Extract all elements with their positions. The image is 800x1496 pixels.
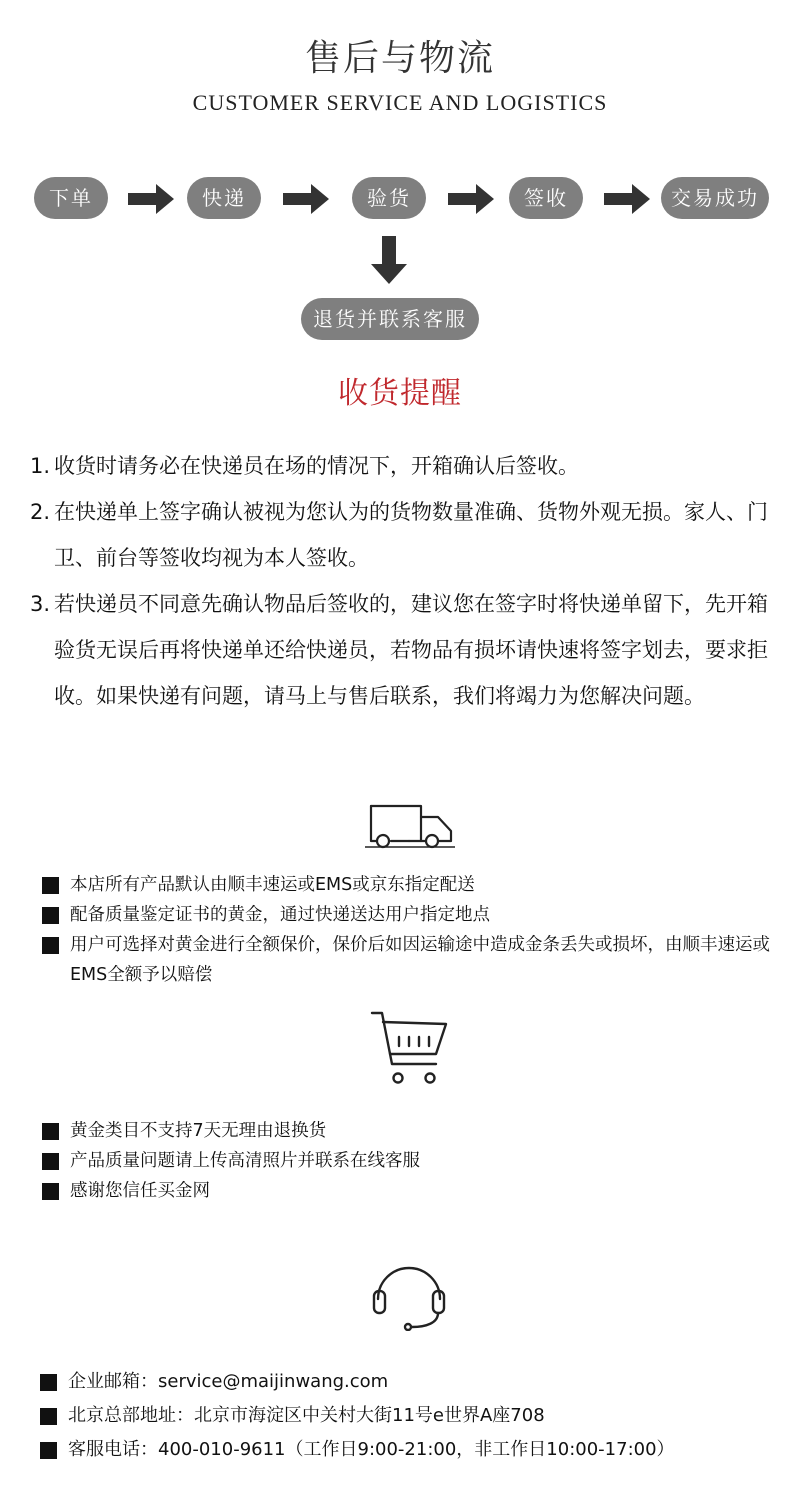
square-bullet-icon xyxy=(42,1153,59,1170)
list-item-text: 本店所有产品默认由顺丰速运或EMS或京东指定配送 xyxy=(70,875,475,895)
flow-step-success: 交易成功 xyxy=(661,177,769,219)
list-item xyxy=(40,1365,780,1399)
flow-step-inspect: 验货 xyxy=(352,177,426,219)
list-item xyxy=(40,1433,780,1467)
returns-list xyxy=(42,1116,772,1206)
page-subtitle: CUSTOMER SERVICE AND LOGISTICS xyxy=(192,90,608,115)
reminder-notes xyxy=(30,443,780,719)
square-bullet-icon xyxy=(42,1183,59,1200)
square-bullet-icon xyxy=(42,877,59,894)
note-text: 在快递单上签字确认被视为您认为的货物数量准确、货物外观无损。家人、门卫、前台等签收均视为本人签收。 xyxy=(54,500,768,570)
arrow-right-icon xyxy=(448,184,494,214)
flow-step-express: 快递 xyxy=(187,177,261,219)
note-number: 3. xyxy=(30,592,51,616)
truck-icon xyxy=(365,803,455,851)
note-text: 若快递员不同意先确认物品后签收的，建议您在签字时将快递单留下，先开箱验货无误后再将快递单还给快递员，若物品有损坏请快速将签字划去，要求拒收。如果快递有问题，请马上与售后联系，我们将竭力为您解决问题。 xyxy=(54,592,768,708)
list-item xyxy=(42,1176,772,1206)
list-item xyxy=(40,1399,780,1433)
note-text: 收货时请务必在快递员在场的情况下，开箱确认后签收。 xyxy=(54,454,579,478)
list-item xyxy=(42,900,772,930)
list-item-text: 配备质量鉴定证书的黄金，通过快递送达用户指定地点 xyxy=(70,905,490,925)
list-item-text: 感谢您信任买金网 xyxy=(70,1181,210,1201)
flow-step-order: 下单 xyxy=(34,177,108,219)
page-title: 售后与物流 xyxy=(304,38,495,79)
arrow-down-icon xyxy=(371,236,407,284)
contact-list xyxy=(40,1365,780,1467)
arrow-right-icon xyxy=(128,184,174,214)
note-number: 1. xyxy=(30,454,51,478)
contact-email: 企业邮箱：service@maijinwang.com xyxy=(68,1371,389,1392)
contact-address: 北京总部地址：北京市海淀区中关村大街11号e世界A座708 xyxy=(68,1405,545,1426)
arrow-right-icon xyxy=(283,184,329,214)
list-item-text: 黄金类目不支持7天无理由退换货 xyxy=(70,1121,327,1141)
square-bullet-icon xyxy=(42,907,59,924)
reminder-note xyxy=(30,443,780,489)
list-item xyxy=(42,930,772,990)
note-number: 2. xyxy=(30,500,51,524)
square-bullet-icon xyxy=(40,1374,57,1391)
square-bullet-icon xyxy=(40,1408,57,1425)
shopping-cart-icon xyxy=(368,1010,450,1088)
flow-step-return: 退货并联系客服 xyxy=(301,298,479,340)
list-item xyxy=(42,870,772,900)
list-item xyxy=(42,1146,772,1176)
reminder-note xyxy=(30,489,780,581)
square-bullet-icon xyxy=(42,1123,59,1140)
arrow-right-icon xyxy=(604,184,650,214)
list-item-text: 用户可选择对黄金进行全额保价，保价后如因运输途中造成金条丢失或损坏，由顺丰速运或EMS全额予以赔偿 xyxy=(70,935,770,985)
contact-phone: 客服电话：400-010-9611（工作日9:00-21:00，非工作日10:00-17:00） xyxy=(68,1439,675,1460)
flow-step-sign: 签收 xyxy=(509,177,583,219)
headset-icon xyxy=(368,1255,450,1331)
reminder-title: 收货提醒 xyxy=(338,376,462,411)
reminder-note xyxy=(30,581,780,719)
square-bullet-icon xyxy=(42,937,59,954)
shipping-list xyxy=(42,870,772,990)
square-bullet-icon xyxy=(40,1442,57,1459)
list-item xyxy=(42,1116,772,1146)
list-item-text: 产品质量问题请上传高清照片并联系在线客服 xyxy=(70,1151,420,1171)
